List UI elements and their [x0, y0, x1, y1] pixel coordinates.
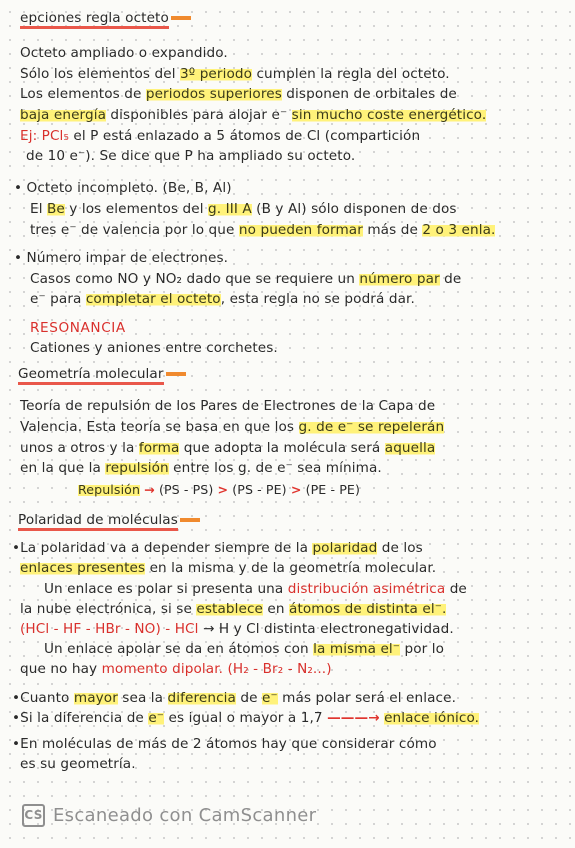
text-line: Sólo los elementos del 3º periodo cumplen la regla del octeto. [20, 66, 450, 82]
text-line: Los elementos de periodos superiores disponen de orbitales de [20, 86, 457, 102]
text-line: Cationes y aniones entre corchetes. [30, 340, 278, 356]
text-line: •Cuanto mayor sea la diferencia de e⁻ más polar será el enlace. [12, 690, 456, 706]
text-line: Un enlace es polar si presenta una distribución asimétrica de [44, 581, 467, 597]
text-line: •La polaridad va a depender siempre de la polaridad de los [12, 540, 423, 556]
text-line: es su geometría. [20, 756, 136, 772]
text-line: •Si la diferencia de e⁻ es igual o mayor a 1,7 ———→ enlace iónico. [12, 710, 480, 726]
text-line: tres e⁻ de valencia por lo que no pueden formar más de 2 o 3 enla. [30, 222, 496, 238]
heading-excepciones: epciones regla octeto [20, 10, 191, 26]
text-line: baja energía disponibles para alojar e⁻ sin mucho coste energético. [20, 107, 487, 123]
repulsion-order: Repulsión → (PS - PS) > (PS - PE) > (PE - PE) [78, 482, 360, 497]
text-line: de 10 e⁻). Se dice que P ha ampliado su octeto. [26, 148, 356, 164]
text-line: Casos como NO y NO₂ dado que se requiere un número par de [30, 271, 462, 287]
heading-polaridad: Polaridad de moléculas [18, 512, 200, 528]
text-line: Un enlace apolar se da en átomos con la misma el⁻ por lo [44, 641, 445, 657]
text-line: enlaces presentes en la misma y de la geometría molecular. [20, 560, 437, 576]
text-line: Octeto ampliado o expandido. [20, 45, 228, 61]
camscanner-watermark [22, 800, 316, 830]
text-line: e⁻ para completar el octeto, esta regla no se podrá dar. [30, 291, 415, 307]
text-line: que no hay momento dipolar. (H₂ - Br₂ - N₂...) [20, 661, 332, 677]
text-line: Teoría de repulsión de los Pares de Electrones de la Capa de [20, 398, 436, 414]
text-line: El Be y los elementos del g. III A (B y Al) sólo disponen de dos [30, 201, 457, 217]
text-line: • Número impar de electrones. [14, 250, 229, 266]
example-line: Ej: PCl₅ el P está enlazado a 5 átomos de Cl (compartición [20, 128, 421, 144]
text-line: la nube electrónica, si se establece en átomos de distinta el⁻. [20, 601, 447, 617]
text-line: en la que la repulsión entre los g. de e⁻ sea mínima. [20, 460, 382, 476]
text-line: • Octeto incompleto. (Be, B, Al) [14, 180, 232, 196]
resonancia-title: RESONANCIA [30, 320, 126, 336]
text-line: •En moléculas de más de 2 átomos hay que considerar cómo [12, 736, 437, 752]
camscanner-logo-icon: CS [22, 804, 45, 827]
text-line: unos a otros y la forma que adopta la molécula será aquella [20, 440, 436, 456]
text-line: (HCl - HF - HBr - NO) - HCl → H y Cl distinta electronegatividad. [20, 621, 454, 637]
text-line: Valencia. Esta teoría se basa en que los g. de e⁻ se repelerán [20, 419, 445, 435]
heading-geometria: Geometría molecular [18, 366, 186, 382]
watermark-text: Escaneado con CamScanner [53, 804, 317, 826]
